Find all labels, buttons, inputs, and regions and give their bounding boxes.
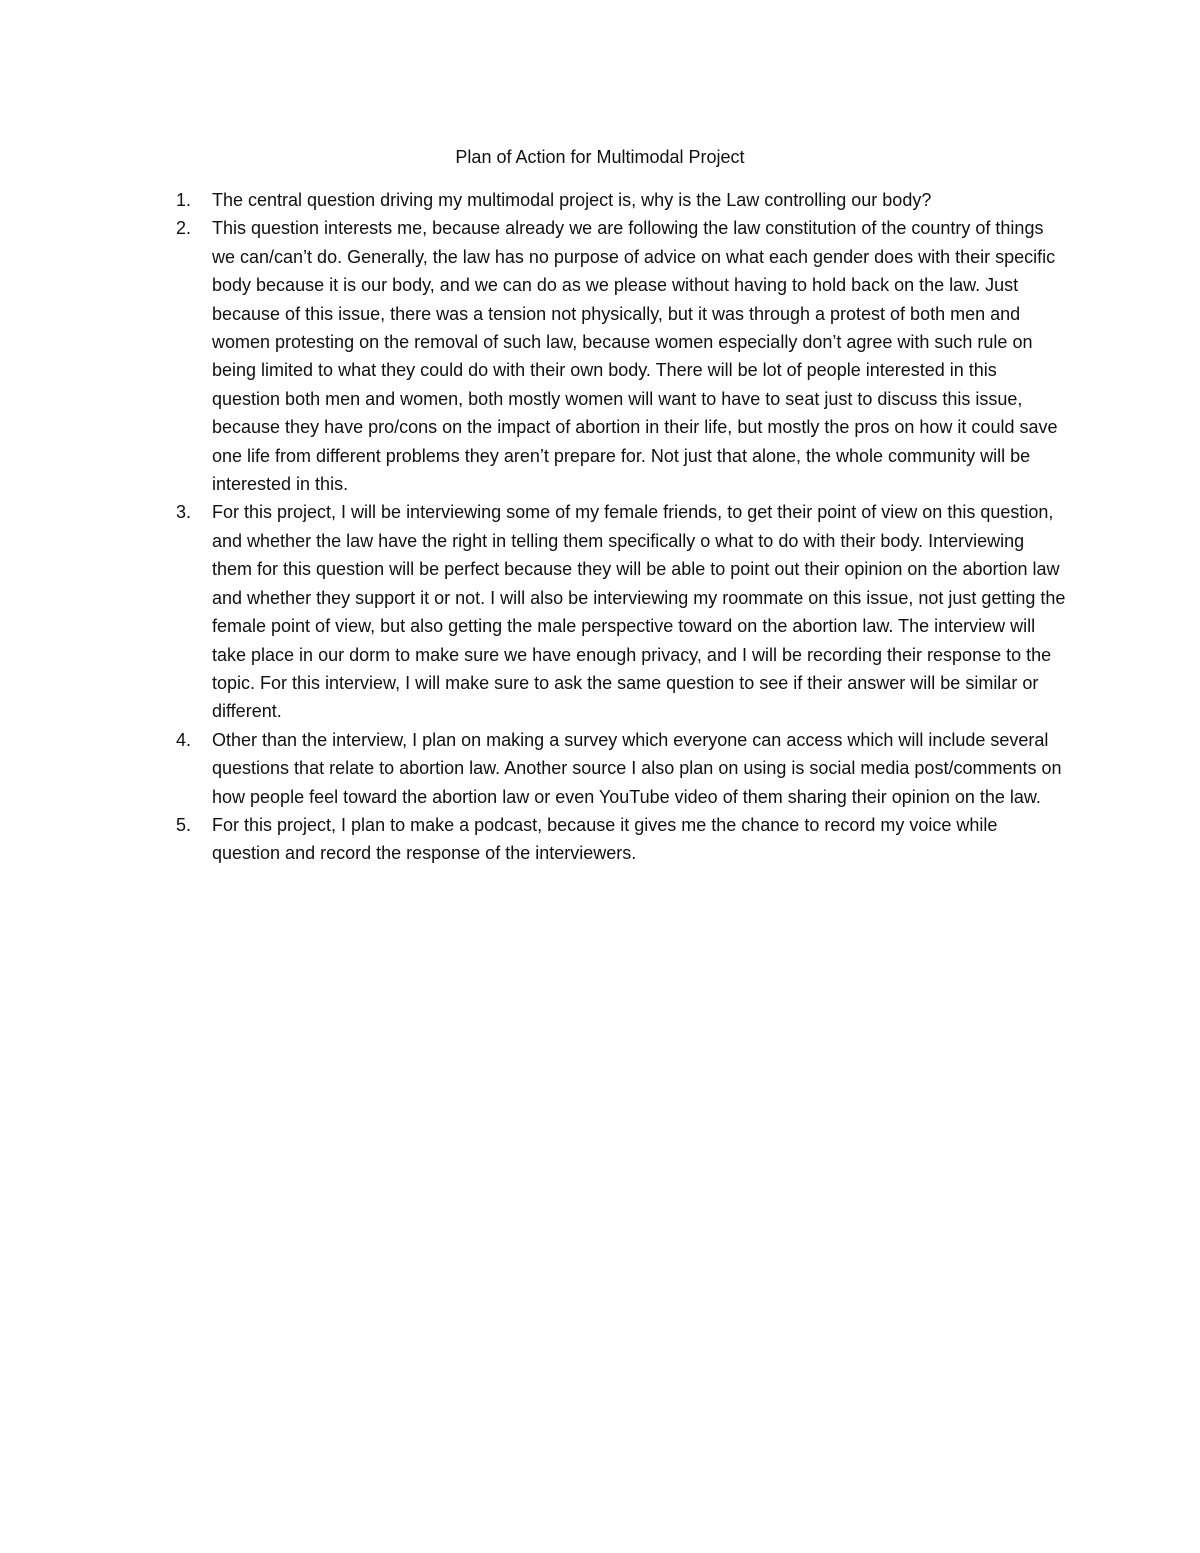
list-item-text: This question interests me, because already we are following the law constitution of the country of things we can/can’t do. Generally, the law has no purpose of advice on what each gender does with their specific body because it is our body, and we can do as we please without having to hold back on the law. Just because of this issue, there was a tension not physically, but it was through a protest of both men and women protesting on the removal of such law, because women especially don’t agree with such rule on being limited to what they could do with their own body. There will be lot of people interested in this question both men and women, both mostly women will want to have to seat just to discuss this issue, because they have pro/cons on the impact of abortion in their life, but mostly the pros on how it could save one life from different problems they aren’t prepare for. Not just that alone, the whole community will be interested in this. [212, 218, 1058, 495]
list-item-number: 3. [176, 502, 192, 523]
list-item [176, 214, 1066, 498]
list-item-number: 1. [176, 190, 192, 210]
list-item [176, 811, 1066, 868]
list-item-number: 4. [176, 729, 192, 750]
numbered-list [176, 186, 1066, 868]
list-item-text: For this project, I plan to make a podcast, because it gives me the chance to record my voice while question and record the response of the interviewers. [212, 814, 998, 864]
list-item-text: The central question driving my multimodal project is, why is the Law controlling our body? [212, 190, 932, 210]
list-item-text: Other than the interview, I plan on making a survey which everyone can access which will include several questions that relate to abortion law. Another source I also plan on using is social media post/comments on how people feel toward the abortion law or even YouTube video of them sharing their opinion on the law. [212, 729, 1062, 807]
document-title: Plan of Action for Multimodal Project [455, 147, 745, 167]
list-item-number: 5. [176, 814, 192, 835]
list-item-number: 2. [176, 218, 192, 239]
list-item-text: For this project, I will be interviewing some of my female friends, to get their point of view on this question, and whether the law have the right in telling them specifically o what to do with their body. Interviewing them for this question will be perfect because they will be able to point out their opinion on the abortion law and whether they support it or not. I will also be interviewing my roommate on this issue, not just getting the female point of view, but also getting the male perspective toward on the abortion law. The interview will take place in our dorm to make sure we have enough privacy, and I will be recording their response to the topic. For this interview, I will make sure to ask the same question to see if their answer will be similar or different. [212, 502, 1066, 722]
list-item [176, 726, 1066, 811]
list-item [176, 498, 1066, 725]
list-item [176, 186, 1066, 214]
